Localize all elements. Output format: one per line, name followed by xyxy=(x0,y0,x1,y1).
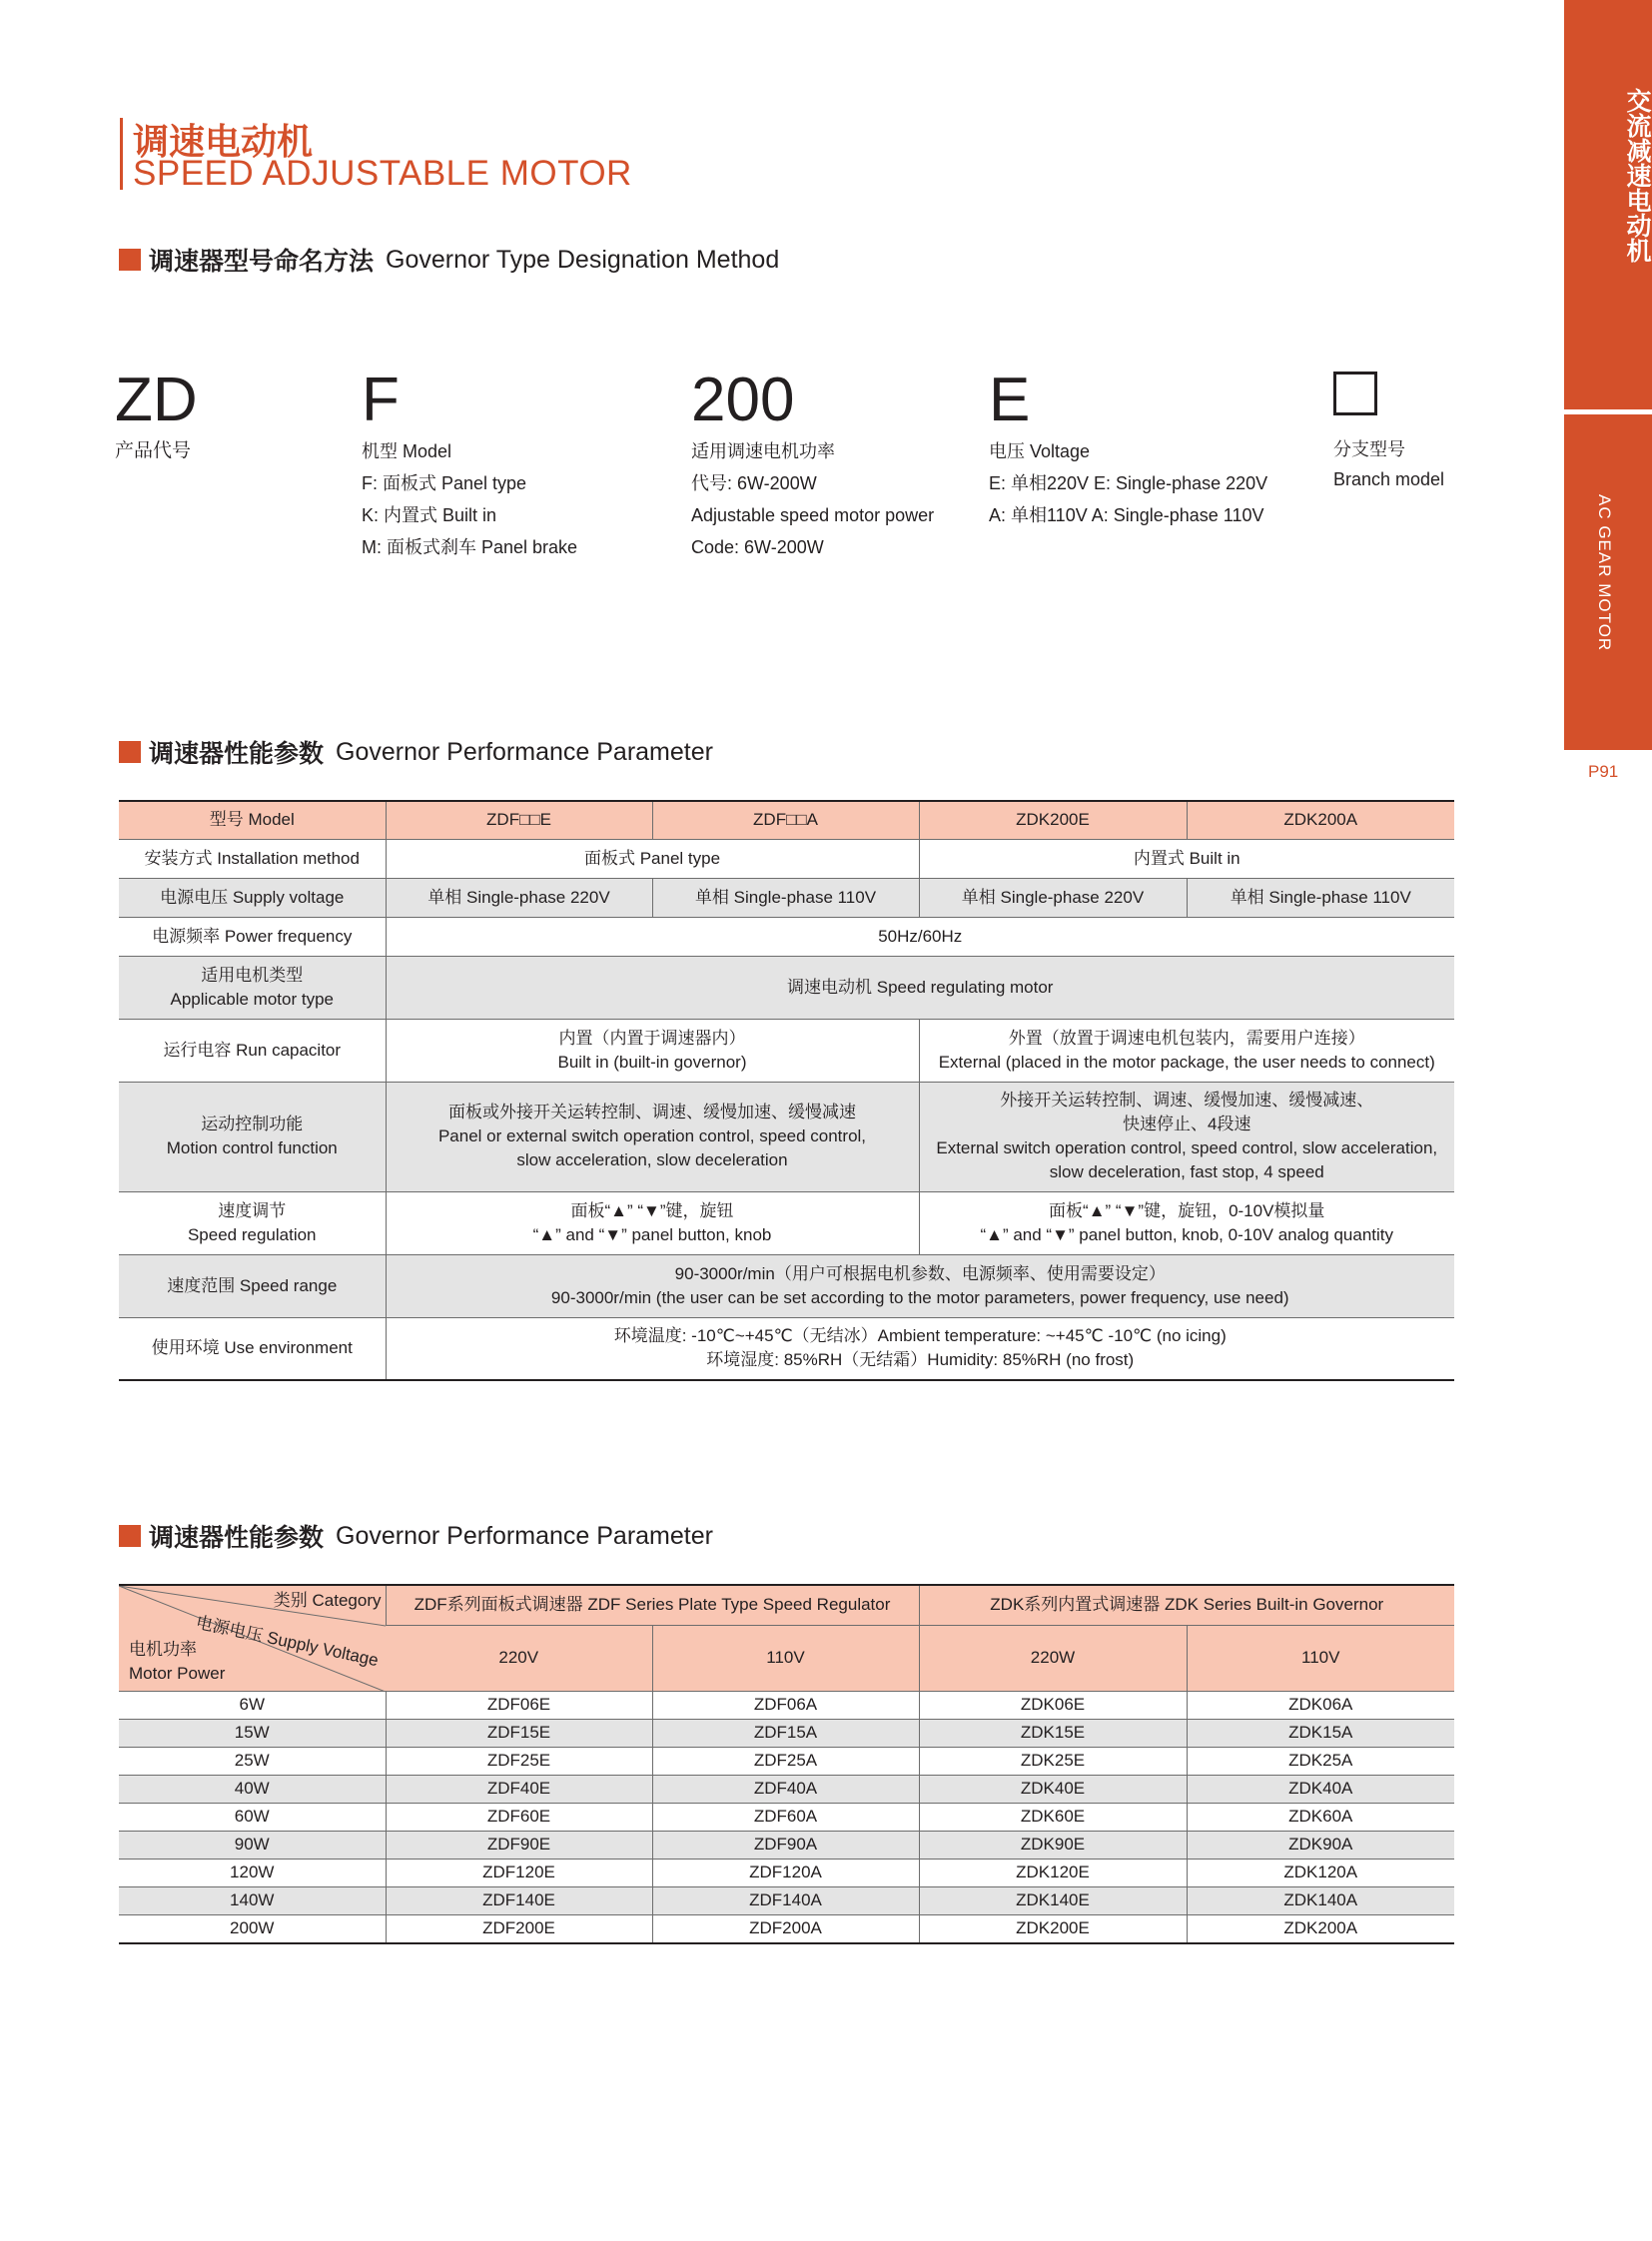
side-tab-en-wrap xyxy=(1564,494,1652,674)
cell-line: slow deceleration, fast stop, 4 speed xyxy=(1049,1162,1324,1181)
table-cell: ZDF200E xyxy=(386,1914,652,1943)
table-row xyxy=(119,1691,1454,1719)
table-cell: ZDF120E xyxy=(386,1859,652,1886)
designation-label: K: 内置式 Built in xyxy=(362,505,497,525)
cell-line: 速度调节 xyxy=(218,1200,287,1220)
table-cell: ZDK200A xyxy=(1187,1914,1454,1943)
model-table xyxy=(119,1584,1454,1944)
section-square-icon xyxy=(119,741,141,763)
table-row xyxy=(119,1317,1454,1380)
designation-label: 适用调速电机功率 xyxy=(691,441,835,461)
table-cell xyxy=(919,1191,1454,1254)
designation-label: 产品代号 xyxy=(115,440,192,461)
table-header-cell: ZDF□□E xyxy=(386,801,652,839)
table-cell: 120W xyxy=(119,1859,386,1886)
table-cell: ZDF25E xyxy=(386,1747,652,1775)
section-square-icon xyxy=(119,249,141,271)
designation-label: 分支型号 xyxy=(1333,439,1405,459)
table-cell xyxy=(919,1082,1454,1191)
branch-square-icon xyxy=(1333,372,1377,415)
table-cell: ZDF40A xyxy=(652,1775,919,1803)
table-header-cell: 型号 Model xyxy=(119,801,386,839)
section-heading-en: Governor Performance Parameter xyxy=(336,1521,713,1550)
table-row xyxy=(119,1254,1454,1317)
cell-line: slow acceleration, slow deceleration xyxy=(516,1150,788,1169)
table-row xyxy=(119,1859,1454,1886)
page-title-en: SPEED ADJUSTABLE MOTOR xyxy=(133,154,632,193)
designation-label: 机型 Model xyxy=(362,441,452,461)
page-title-cn: 调速电动机 xyxy=(133,121,314,162)
table-cell: ZDK06E xyxy=(919,1691,1187,1719)
designation-label: 电压 Voltage xyxy=(989,441,1091,461)
corner-power-label xyxy=(129,1638,225,1686)
corner-power-cn: 电机功率 xyxy=(129,1640,197,1659)
table-cell: ZDK40E xyxy=(919,1775,1187,1803)
table-header-cell: ZDF□□A xyxy=(652,801,919,839)
table-cell: 电源电压 Supply voltage xyxy=(119,878,386,917)
table-cell xyxy=(386,1254,1454,1317)
table-row xyxy=(119,801,1454,839)
table-cell xyxy=(119,956,386,1019)
table-cell: ZDK140E xyxy=(919,1886,1187,1914)
table-header-cell: ZDK系列内置式调速器 ZDK Series Built-in Governor xyxy=(919,1585,1454,1625)
table-cell: 90W xyxy=(119,1831,386,1859)
table-cell: ZDK40A xyxy=(1187,1775,1454,1803)
table-cell xyxy=(119,1082,386,1191)
table-cell: ZDF06A xyxy=(652,1691,919,1719)
table-cell: 单相 Single-phase 220V xyxy=(386,878,652,917)
designation-col-product-code xyxy=(115,366,198,467)
cell-line: “▲” and “▼” panel button, knob, 0-10V analog quantity xyxy=(980,1224,1394,1244)
table-cell xyxy=(119,1191,386,1254)
side-tab-rule xyxy=(1564,747,1652,750)
designation-code: ZD xyxy=(115,366,198,434)
side-tab-cn-label: 交流减速电动机 xyxy=(1623,88,1651,263)
table-cell: ZDF90E xyxy=(386,1831,652,1859)
table-cell: 速度范围 Speed range xyxy=(119,1254,386,1317)
corner-supply-label: 电源电压 Supply Voltage xyxy=(194,1612,381,1671)
designation-col-model xyxy=(362,366,578,563)
table-header-cell: 110V xyxy=(652,1625,919,1691)
designation-label: 代号: 6W-200W xyxy=(691,473,817,493)
cell-line: “▲” and “▼” panel button, knob xyxy=(532,1224,772,1244)
designation-col-branch xyxy=(1333,372,1444,493)
table-cell xyxy=(386,1191,919,1254)
section-heading-cn: 调速器型号命名方法 xyxy=(149,248,375,276)
table-cell: 60W xyxy=(119,1803,386,1831)
table-row xyxy=(119,1019,1454,1082)
cell-line: Built in (built-in governor) xyxy=(557,1052,747,1072)
designation-col-voltage xyxy=(989,366,1268,531)
designation-code: F xyxy=(362,366,400,434)
section-heading-cn: 调速器性能参数 xyxy=(149,1524,325,1552)
table-cell: ZDK90E xyxy=(919,1831,1187,1859)
designation-label: A: 单相110V A: Single-phase 110V xyxy=(989,505,1264,525)
table-cell: 单相 Single-phase 110V xyxy=(652,878,919,917)
table-row xyxy=(119,917,1454,956)
table-cell: 15W xyxy=(119,1719,386,1747)
designation-col-power xyxy=(691,366,935,563)
designation-label: Adjustable speed motor power xyxy=(691,505,935,525)
section-heading-performance xyxy=(119,737,713,767)
table-cell: 面板式 Panel type xyxy=(386,839,919,878)
table-cell: ZDF40E xyxy=(386,1775,652,1803)
table-row xyxy=(119,1803,1454,1831)
table-header-cell: ZDK200A xyxy=(1187,801,1454,839)
table-header-cell: ZDK200E xyxy=(919,801,1187,839)
cell-line: 90-3000r/min (the user can be set according to the motor parameters, power frequency, use need) xyxy=(550,1287,1289,1307)
section-heading-cn: 调速器性能参数 xyxy=(149,740,325,768)
table-cell: ZDF90A xyxy=(652,1831,919,1859)
table-cell: 内置式 Built in xyxy=(919,839,1454,878)
cell-line: 90-3000r/min（用户可根据电机参数、电源频率、使用需要设定） xyxy=(674,1263,1166,1283)
cell-line: Speed regulation xyxy=(187,1224,317,1244)
cell-line: 环境湿度: 85%RH（无结霜）Humidity: 85%RH (no frost) xyxy=(706,1350,1135,1370)
section-heading-designation xyxy=(119,245,779,275)
page-number: P91 xyxy=(1588,762,1619,781)
table-cell: 调速电动机 Speed regulating motor xyxy=(386,956,1454,1019)
table-cell: ZDK120E xyxy=(919,1859,1187,1886)
cell-line: 快速停止、4段速 xyxy=(1123,1115,1251,1133)
performance-table xyxy=(119,800,1454,1381)
cell-line: Motion control function xyxy=(166,1138,338,1157)
cell-line: 面板“▲” “▼”键，旋钮 xyxy=(570,1200,734,1220)
designation-label: E: 单相220V E: Single-phase 220V xyxy=(989,473,1268,493)
model-table-body xyxy=(119,1691,1454,1943)
table-cell: 200W xyxy=(119,1914,386,1943)
table-header-cell: 220W xyxy=(919,1625,1187,1691)
cell-line: 外接开关运转控制、调速、缓慢加速、缓慢减速、 xyxy=(1000,1091,1374,1110)
table-row xyxy=(119,1747,1454,1775)
table-cell: ZDF140E xyxy=(386,1886,652,1914)
table-header-cell: 110V xyxy=(1187,1625,1454,1691)
table-cell: 安装方式 Installation method xyxy=(119,839,386,878)
designation-label: M: 面板式刹车 Panel brake xyxy=(362,537,578,557)
table-row xyxy=(119,1585,1454,1625)
designation-code: E xyxy=(989,366,1031,434)
designation-code: 200 xyxy=(691,366,795,434)
side-tab-en-label: AC GEAR MOTOR xyxy=(1595,494,1614,652)
table-cell: 40W xyxy=(119,1775,386,1803)
table-row xyxy=(119,1191,1454,1254)
section-heading-en: Governor Performance Parameter xyxy=(336,737,713,766)
cell-line: 运动控制功能 xyxy=(201,1115,304,1133)
table-cell: ZDF25A xyxy=(652,1747,919,1775)
table-row xyxy=(119,956,1454,1019)
table-cell: 单相 Single-phase 110V xyxy=(1187,878,1454,917)
table-cell: 使用环境 Use environment xyxy=(119,1317,386,1380)
designation-label: Branch model xyxy=(1333,469,1445,489)
table-row xyxy=(119,1831,1454,1859)
cell-line: 环境温度: -10℃~+45℃（无结冰）Ambient temperature: ~+45℃ -10℃ (no icing) xyxy=(613,1326,1227,1346)
table-cell: ZDK120A xyxy=(1187,1859,1454,1886)
table-cell: ZDF120A xyxy=(652,1859,919,1886)
table-cell: ZDF60A xyxy=(652,1803,919,1831)
cell-line: 适用电机类型 xyxy=(201,965,304,985)
cell-line: External switch operation control, speed control, slow acceleration, xyxy=(936,1138,1438,1157)
table-cell xyxy=(386,1082,919,1191)
table-cell: 单相 Single-phase 220V xyxy=(919,878,1187,917)
table-cell: 50Hz/60Hz xyxy=(386,917,1454,956)
table-row xyxy=(119,1886,1454,1914)
section-heading-models xyxy=(119,1521,713,1551)
table-header-cell: ZDF系列面板式调速器 ZDF Series Plate Type Speed Regulator xyxy=(386,1585,919,1625)
designation-label: Code: 6W-200W xyxy=(691,537,824,557)
table-cell: 电源频率 Power frequency xyxy=(119,917,386,956)
table-cell: ZDK60E xyxy=(919,1803,1187,1831)
table-corner-cell xyxy=(119,1585,386,1691)
corner-category-label: 类别 Category xyxy=(273,1591,382,1610)
table-row xyxy=(119,839,1454,878)
table-cell: ZDK25A xyxy=(1187,1747,1454,1775)
section-heading-en: Governor Type Designation Method xyxy=(386,245,780,274)
table-cell: ZDF140A xyxy=(652,1886,919,1914)
cell-line: 面板或外接开关运转控制、调速、缓慢加速、缓慢减速 xyxy=(448,1103,856,1121)
table-cell: ZDK25E xyxy=(919,1747,1187,1775)
table-cell: ZDK200E xyxy=(919,1914,1187,1943)
table-cell: ZDF200A xyxy=(652,1914,919,1943)
cell-line: Panel or external switch operation control, speed control, xyxy=(437,1126,867,1145)
table-cell: 6W xyxy=(119,1691,386,1719)
table-cell: ZDF15E xyxy=(386,1719,652,1747)
table-header-cell: 220V xyxy=(386,1625,652,1691)
title-accent-bar xyxy=(120,118,123,190)
table-cell: ZDK15A xyxy=(1187,1719,1454,1747)
table-cell: 140W xyxy=(119,1886,386,1914)
table-cell: ZDK90A xyxy=(1187,1831,1454,1859)
table-cell: ZDF60E xyxy=(386,1803,652,1831)
table-cell xyxy=(919,1019,1454,1082)
table-row xyxy=(119,1719,1454,1747)
table-cell: ZDK60A xyxy=(1187,1803,1454,1831)
table-row xyxy=(119,878,1454,917)
table-cell: 运行电容 Run capacitor xyxy=(119,1019,386,1082)
table-cell: ZDF06E xyxy=(386,1691,652,1719)
section-square-icon xyxy=(119,1525,141,1547)
table-cell xyxy=(386,1019,919,1082)
cell-line: External (placed in the motor package, the user needs to connect) xyxy=(938,1052,1435,1072)
table-row xyxy=(119,1082,1454,1191)
table-row xyxy=(119,1775,1454,1803)
cell-line: 面板“▲” “▼”键，旋钮，0-10V模拟量 xyxy=(1049,1200,1325,1220)
corner-power-en: Motor Power xyxy=(129,1664,226,1683)
cell-line: 内置（内置于调速器内） xyxy=(558,1028,746,1048)
table-cell: ZDK140A xyxy=(1187,1886,1454,1914)
cell-line: Applicable motor type xyxy=(170,989,334,1009)
designation-label: F: 面板式 Panel type xyxy=(362,473,527,493)
table-cell: ZDK15E xyxy=(919,1719,1187,1747)
table-cell: ZDF15A xyxy=(652,1719,919,1747)
cell-line: 外置（放置于调速电机包装内，需要用户连接） xyxy=(1008,1028,1365,1048)
table-cell: 25W xyxy=(119,1747,386,1775)
table-row xyxy=(119,1914,1454,1943)
table-cell: ZDK06A xyxy=(1187,1691,1454,1719)
table-cell xyxy=(386,1317,1454,1380)
